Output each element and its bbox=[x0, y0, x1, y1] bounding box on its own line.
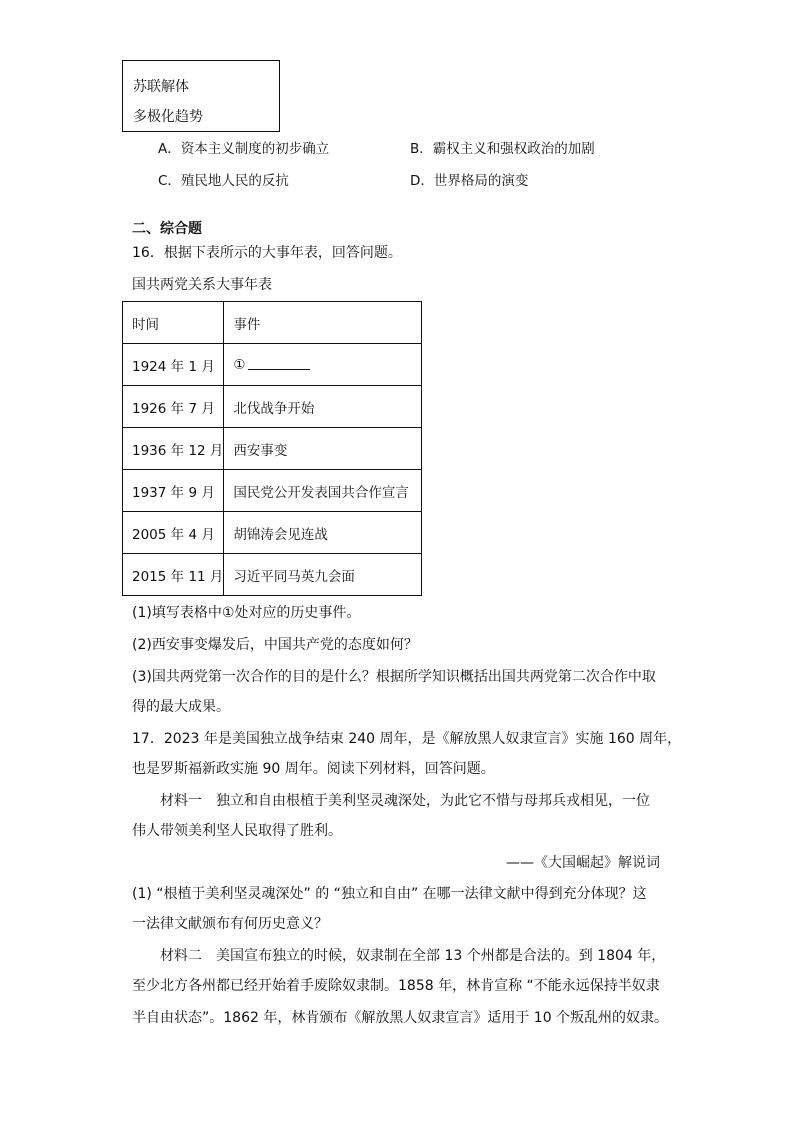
material-1-line1: 材料一 独立和自由根植于美利坚灵魂深处，为此它不惜与母邦兵戎相见，一位 bbox=[160, 793, 650, 809]
material-2-line2: 至少北方各州都已经开始着手废除奴隶制。1858 年，林肯宣称 “不能永远保持半奴隶 bbox=[132, 978, 660, 994]
table-row bbox=[123, 554, 422, 596]
answer-blank bbox=[248, 357, 310, 370]
row-event: 国民党公开发表国共合作宣言 bbox=[224, 470, 422, 512]
q16-sub3-line1: (3)国共两党第一次合作的目的是什么？根据所学知识概括出国共两党第二次合作中取 bbox=[132, 669, 656, 685]
q17-line1: 17．2023 年是美国独立战争结束 240 周年，是《解放黑人奴隶宣言》实施 160 周年， bbox=[132, 731, 682, 747]
table-row bbox=[123, 512, 422, 554]
header-event: 事件 bbox=[224, 302, 422, 344]
row-time: 1926 年 7 月 bbox=[123, 386, 224, 428]
material-1-source: ——《大国崛起》解说词 bbox=[506, 855, 660, 871]
row-event: 习近平同马英九会面 bbox=[224, 554, 422, 596]
row-event-blank-cell bbox=[224, 344, 422, 386]
q16-sub1: (1)填写表格中①处对应的历史事件。 bbox=[132, 605, 361, 621]
table-row bbox=[123, 386, 422, 428]
material-2-line3: 半自由状态”。1862 年，林肯颁布《解放黑人奴隶宣言》适用于 10 个叛乱州的奴隶。 bbox=[132, 1010, 669, 1026]
q16-sub3-line2: 得的最大成果。 bbox=[132, 699, 230, 715]
row-time: 2005 年 4 月 bbox=[123, 512, 224, 554]
material-box bbox=[122, 60, 280, 132]
option-c: C．殖民地人民的反抗 bbox=[158, 173, 289, 189]
row-event: 西安事变 bbox=[224, 428, 422, 470]
header-time: 时间 bbox=[123, 302, 224, 344]
table-row bbox=[123, 428, 422, 470]
events-table bbox=[122, 301, 422, 596]
row-time: 1924 年 1 月 bbox=[123, 344, 224, 386]
q17-sub1-line2: 一法律文献颁布有何历史意义？ bbox=[132, 916, 328, 932]
material-box-line-1: 苏联解体 bbox=[133, 79, 189, 95]
row-time: 1936 年 12 月 bbox=[123, 428, 224, 470]
section-title: 二、综合题 bbox=[132, 221, 202, 237]
q16-sub2: (2)西安事变爆发后，中国共产党的态度如何？ bbox=[132, 637, 418, 653]
table-header-row bbox=[123, 302, 422, 344]
q17-line2: 也是罗斯福新政实施 90 周年。阅读下列材料，回答问题。 bbox=[132, 761, 495, 777]
option-b: B．霸权主义和强权政治的加剧 bbox=[410, 141, 595, 157]
circled-one-marker: ① bbox=[233, 356, 246, 373]
row-event: 北伐战争开始 bbox=[224, 386, 422, 428]
q17-sub1-line1: (1) “根植于美利坚灵魂深处” 的 “独立和自由” 在哪一法律文献中得到充分体现？这 bbox=[132, 886, 647, 902]
table-row bbox=[123, 344, 422, 386]
row-time: 2015 年 11 月 bbox=[123, 554, 224, 596]
table-title: 国共两党关系大事年表 bbox=[132, 277, 272, 293]
option-a: A．资本主义制度的初步确立 bbox=[158, 141, 330, 157]
material-1-line2: 伟人带领美利坚人民取得了胜利。 bbox=[132, 823, 342, 839]
q16-prompt: 16．根据下表所示的大事年表，回答问题。 bbox=[132, 245, 402, 261]
row-time: 1937 年 9 月 bbox=[123, 470, 224, 512]
row-event: 胡锦涛会见连战 bbox=[224, 512, 422, 554]
option-d: D．世界格局的演变 bbox=[410, 173, 529, 189]
material-box-line-2: 多极化趋势 bbox=[133, 109, 203, 125]
table-row bbox=[123, 470, 422, 512]
material-2-line1: 材料二 美国宣布独立的时候，奴隶制在全部 13 个州都是合法的。到 1804 年， bbox=[160, 948, 666, 964]
